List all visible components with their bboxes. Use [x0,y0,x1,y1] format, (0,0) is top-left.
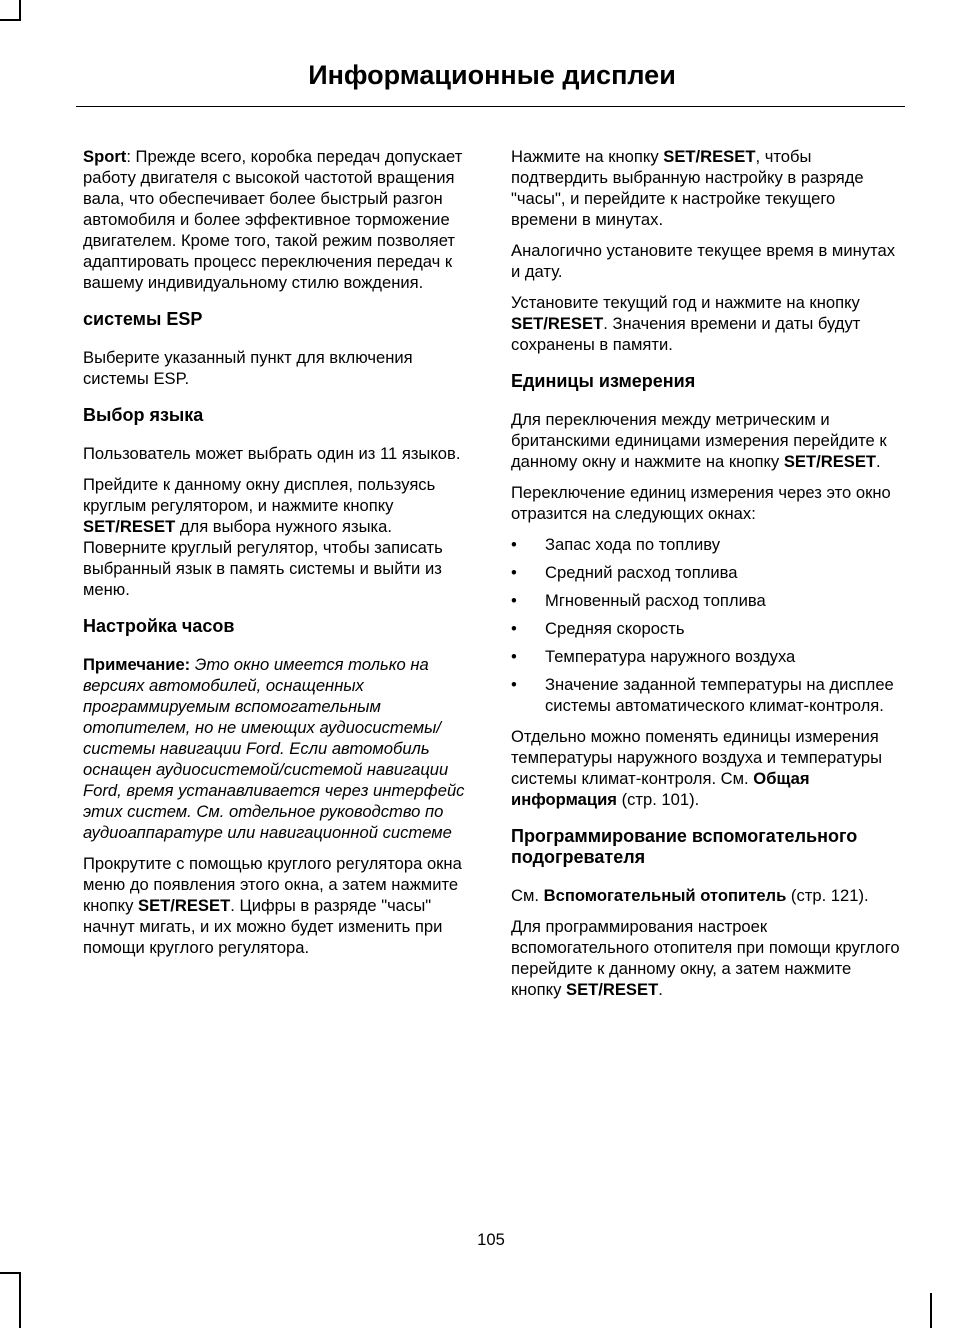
language-paragraph-2: Прейдите к данному окну дисплея, пользуясь круглым регулятором, и нажмите кнопку SET/RESET для выбора нужного языка. Поверните круглый регулятор, чтобы записать выбранный язык в память системы и выйти из меню. [83,475,443,599]
list-item: • Средний расход топлива [511,562,903,583]
units-paragraph-2: Переключение единиц измерения через это окно отразится на следующих окнах: [511,483,891,523]
language-heading: Выбор языка [83,405,204,425]
page-title: Информационные дисплеи [308,60,676,90]
units-heading: Единицы измерения [511,371,696,391]
left-column [83,146,475,968]
list-item: • Температура наружного воздуха [511,646,903,667]
page-number: 105 [477,1230,505,1249]
list-item: • Значение заданной температуры на дисплее системы автоматического климат-контроля. [511,674,903,716]
scroll-paragraph: Прокрутите с помощью круглого регулятора окна меню до появления этого окна, а затем нажмите кнопку SET/RESET. Цифры в разряде "часы" начнут мигать, и их можно будет изменить при помощи круглого регулятора. [83,854,462,957]
esp-paragraph: Выберите указанный пункт для включения системы ESP. [83,348,413,388]
crop-mark-top-left-v [19,0,21,20]
list-item: • Мгновенный расход топлива [511,590,903,611]
units-list [511,534,903,716]
crop-mark-bottom-left-h [0,1272,21,1274]
units-paragraph-1: Для переключения между метрическим и британскими единицами измерения перейдите к данному окну и нажмите на кнопку SET/RESET. [511,410,887,471]
confirm-paragraph: Нажмите на кнопку SET/RESET, чтобы подтвердить выбранную настройку в разряде "часы", и перейдите к настройке текущего времени в минутах. [511,147,864,229]
language-paragraph-1: Пользователь может выбрать один из 11 языков. [83,444,461,463]
units-paragraph-3: Отдельно можно поменять единицы измерения температуры наружного воздуха и температуры системы климат-контроля. См. Общая информация (стр. 101). [511,727,883,809]
clock-heading: Настройка часов [83,616,235,636]
crop-mark-bottom-left-v [19,1272,21,1328]
crop-mark-top-left-h [0,19,21,21]
list-item: • Средняя скорость [511,618,903,639]
programming-heading: Программирование вспомогательного подогревателя [511,826,858,867]
year-paragraph: Установите текущий год и нажмите на кнопку SET/RESET. Значения времени и даты будут сохранены в памяти. [511,293,861,354]
programming-paragraph-2: Для программирования настроек вспомогательного отопителя при помощи круглого перейдите к данному окну, а затем нажмите кнопку SET/RESET. [511,917,900,999]
esp-heading: системы ESP [83,309,203,329]
crop-mark-bottom-right-v [930,1293,932,1328]
programming-paragraph-1: См. Вспомогательный отопитель (стр. 121). [511,886,869,905]
right-column [511,146,903,1010]
minutes-paragraph: Аналогично установите текущее время в минутах и дату. [511,241,896,281]
note-paragraph: Примечание: Это окно имеется только на версиях автомобилей, оснащенных программируемым вспомогательным отопителем, но не имеющих аудиосистемы/системы навигации Ford. Если автомобиль оснащен аудиосистемой/системой навигации Ford, время устанавливается через интерфейс этих систем. См. отдельное руководство по аудиоаппаратуре или навигационной системе [83,655,465,842]
sport-paragraph: Sport: Прежде всего, коробка передач допускает работу двигателя с высокой частотой вращения вала, что обеспечивает более быстрый разгон автомобиля и более эффективное торможение двигателем. Кроме того, такой режим позволяет адаптировать процесс переключения передач к вашему индивидуальному стилю вождения. [83,147,463,292]
title-divider [76,106,905,107]
list-item: • Запас хода по топливу [511,534,903,555]
